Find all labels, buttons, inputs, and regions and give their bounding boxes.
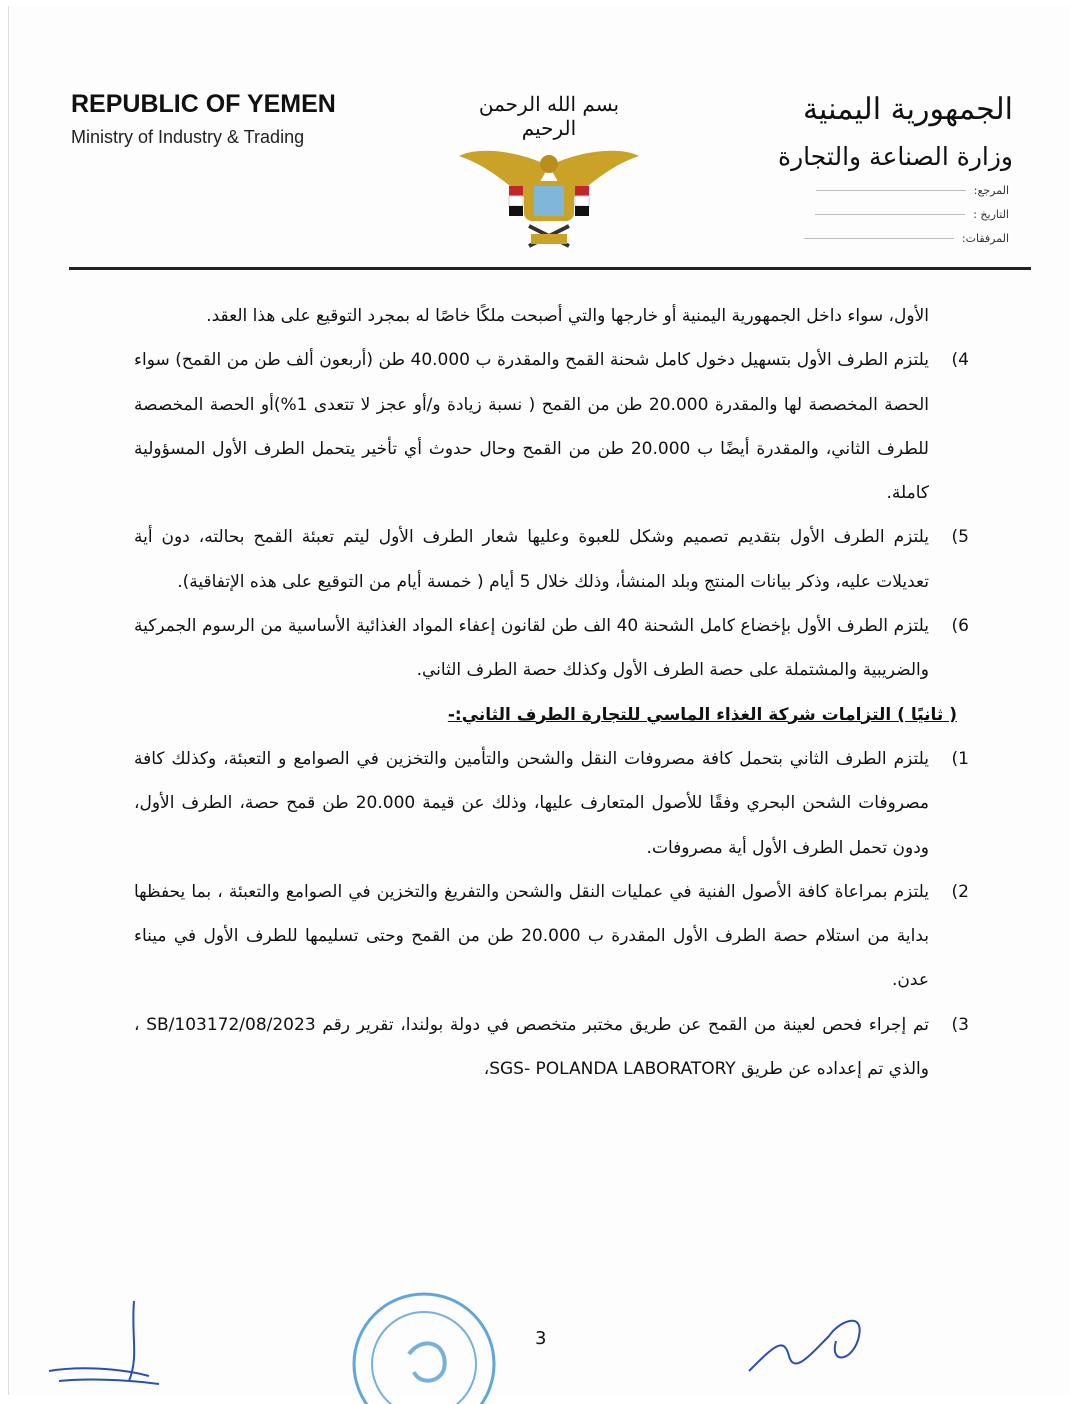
en-title: REPUBLIC OF YEMEN bbox=[71, 90, 336, 118]
en-subtitle: Ministry of Industry & Trading bbox=[71, 127, 305, 147]
intro-paragraph: الأول، سواء داخل الجمهورية اليمنية أو خارجها والتي أصبحت ملكًا خاصًا له بمجرد التوقيع على هذا العقد. bbox=[206, 306, 929, 326]
reference-field bbox=[816, 184, 1009, 197]
page-number: 3 bbox=[535, 1328, 547, 1349]
attachments-label: المرفقات: bbox=[961, 232, 1009, 245]
signature-right-icon bbox=[744, 1306, 874, 1381]
basmala: بسم الله الرحمن الرحيم bbox=[478, 92, 620, 140]
embassy-stamp-icon bbox=[349, 1284, 499, 1404]
ar-subtitle: وزارة الصناعة والتجارة bbox=[778, 142, 1013, 171]
list-item: (4 يلتزم الطرف الأول بتسهيل دخول كامل شحنة القمح والمقدرة ب 40.000 طن (أربعون ألف طن من القمح) سواء الحصة المخصصة لها والمقدرة 20.000 طن من القمح ( نسبة زيادة و/أو عجز لا تتعدى 1%)أو الحصة المخصصة للطرف الثاني، والمقدرة أيضًا ب 20.000 طن من القمح وحال حدوث أي تأخير يتحمل الطرف الأول المسؤولية كاملة. bbox=[134, 350, 969, 504]
date-field bbox=[815, 208, 1009, 221]
section-heading: ( ثانيًا ) التزامات شركة الغذاء الماسي للتجارة الطرف الثاني:- bbox=[447, 704, 957, 725]
attachments-field bbox=[804, 232, 1009, 245]
document-page bbox=[8, 6, 1069, 1395]
eagle-emblem-icon bbox=[459, 146, 639, 258]
list-item: (3 تم إجراء فحص لعينة من القمح عن طريق مختبر متخصص في دولة بولندا، تقرير رقم SB/103172/08/2023 ، والذي تم إعداده عن طريق SGS- POLANDA LABORATORY، bbox=[134, 1014, 969, 1080]
list-item: (6 يلتزم الطرف الأول بإخضاع كامل الشحنة 40 الف طن لقانون إعفاء المواد الغذائية الأساسية من الرسوم الجمركية والضريبية والمشتملة على حصة الطرف الأول وكذلك حصة الطرف الثاني. bbox=[134, 616, 969, 681]
list-item: (2 يلتزم بمراعاة كافة الأصول الفنية في عمليات النقل والشحن والتفريغ والتخزين في الصوامع والتعبئة ، بما يحفظها بداية من استلام حصة الطرف الأول المقدرة ب 20.000 طن من القمح وحتى تسليمها للطرف الأول في ميناء عدن. bbox=[134, 881, 969, 991]
reference-label: المرجع: bbox=[973, 184, 1009, 197]
list-item: (1 يلتزم الطرف الثاني بتحمل كافة مصروفات النقل والشحن والتأمين والتخزين في الصوامع و التعبئة، وكذلك كافة مصروفات الشحن البحري وفقًا للأصول المتعارف عليها، وذلك عن قيمة 20.000 طن قمح حصة، الطرف الأول، ودون تحمل الطرف الأول أية مصروفات. bbox=[134, 748, 969, 858]
header-divider bbox=[69, 267, 1031, 270]
list-item: (5 يلتزم الطرف الأول بتقديم تصميم وشكل للعبوة وعليها شعار الطرف الأول ليتم تعبئة القمح بحالته، دون أية تعديلات عليه، وذكر بيانات المنتج وبلد المنشأ، وذلك خلال 5 أيام ( خمسة أيام من التوقيع على هذه الإتفاقية). bbox=[134, 527, 969, 592]
ar-title: الجمهورية اليمنية bbox=[802, 92, 1013, 127]
document-body bbox=[134, 294, 969, 1091]
date-label: التاريخ : bbox=[973, 208, 1009, 221]
signature-left-icon bbox=[39, 1296, 169, 1396]
